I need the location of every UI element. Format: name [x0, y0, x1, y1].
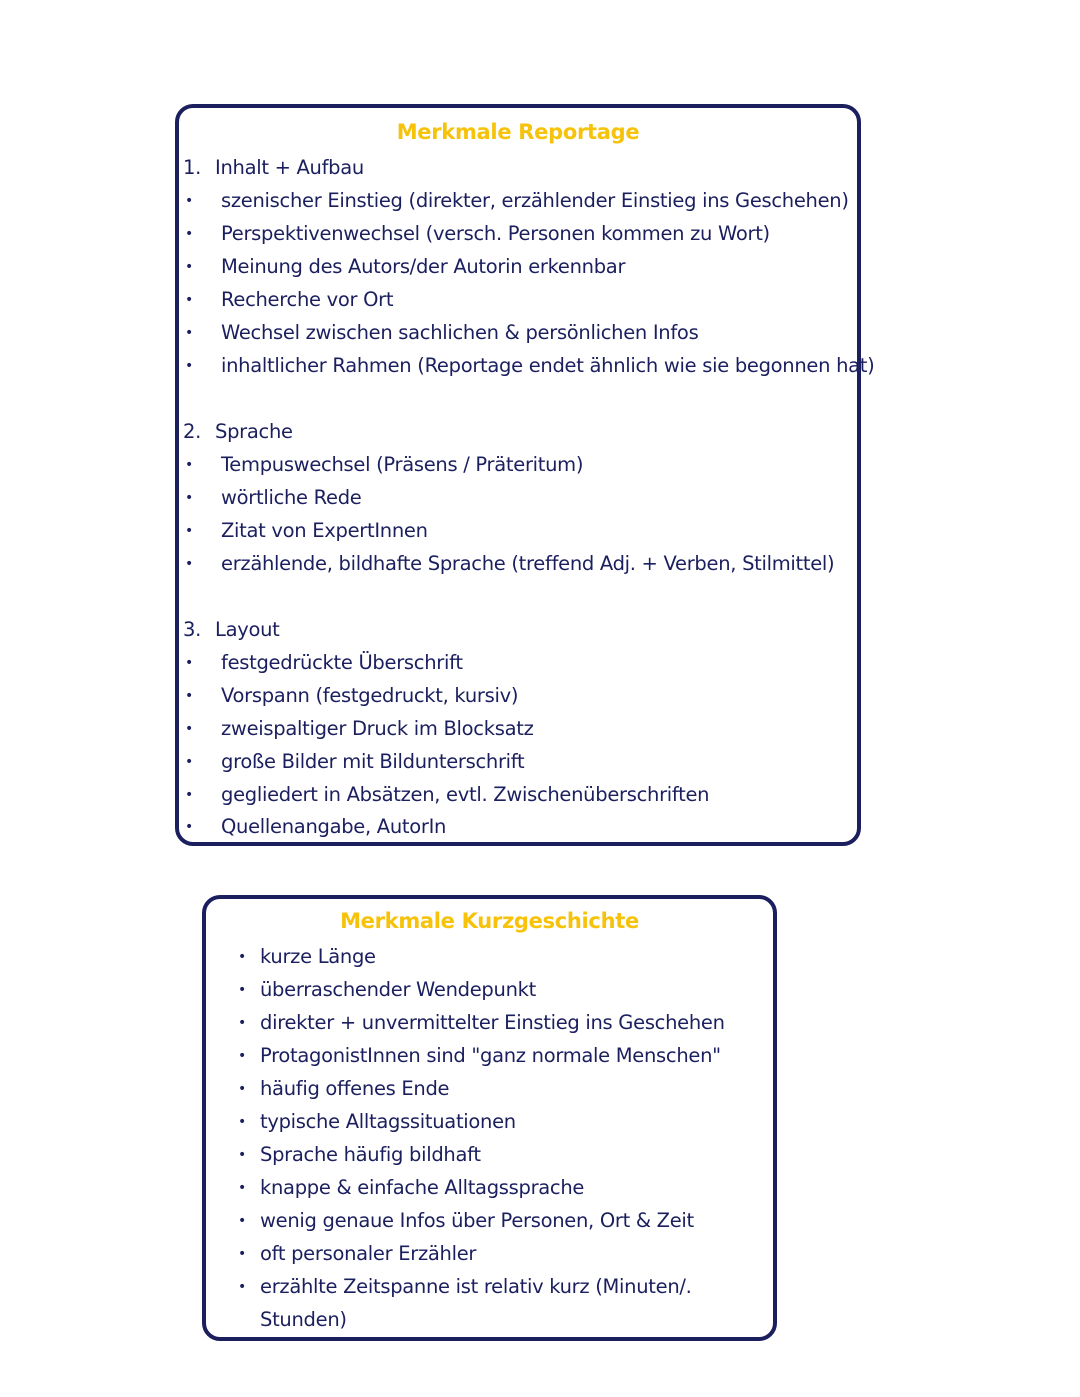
reportage-title: Merkmale Reportage [396, 120, 640, 144]
reportage-card: Merkmale Reportage 1. Inhalt + Aufbau • szenischer Einstieg (direkter, erzählender Einstieg ins Geschehen) • Perspektivenwechsel (versch. Personen kommen zu Wort) • Meinung des Autors/der Autorin erkennbar • Recherche vor Ort • Wechsel zwischen sachlichen & persönlichen Infos • inhaltlicher Rahmen (Reportage endet ähnlich wie sie begonnen hat) 2. Sprache • Tempuswechsel (Präsens / Präteritum) • wörtliche Rede • Zitat von ExpertInnen • erzählende, bildhafte Sprache (treffend Adj. + Verben, Stilmittel) 3. Layout • festgedrückte Überschrift • Vorspann (festgedruckt, kursiv) • zweispaltiger Druck im Blocksatz • große Bilder mit Bildunterschrift • gegliedert in Absätzen, evtl. Zwischenüberschriften • Quellenangabe, AutorIn [175, 104, 861, 846]
kurzgeschichte-card: Merkmale Kurzgeschichte • kurze Länge • überraschender Wendepunkt • direkter + unvermittelter Einstieg ins Geschehen • ProtagonistInnen sind "ganz normale Menschen" • häufig offenes Ende • typische Alltagssituationen • Sprache häufig bildhaft • knappe & einfache Alltagssprache • wenig genaue Infos über Personen, Ort & Zeit • oft personaler Erzähler • erzählte Zeitspanne ist relativ kurz (Minuten/. Stunden) [202, 895, 777, 1341]
kurzgeschichte-title: Merkmale Kurzgeschichte [340, 909, 639, 933]
